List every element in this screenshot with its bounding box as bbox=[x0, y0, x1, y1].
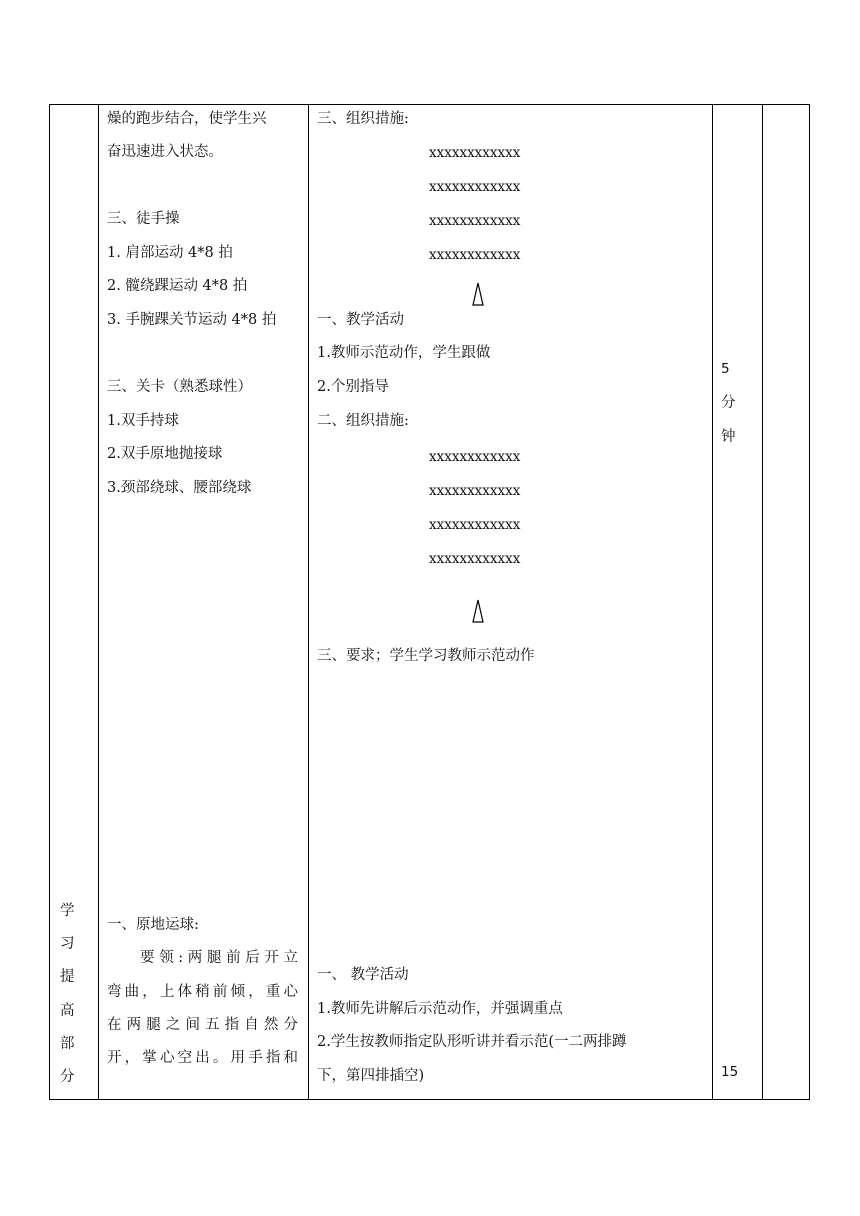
level-heading: 三、关卡（熟悉球性） bbox=[107, 379, 252, 395]
organization-column bbox=[309, 105, 712, 1099]
formation-row: xxxxxxxxxxxx bbox=[429, 145, 521, 161]
dribble-text: 在两腿之间五指自然分 bbox=[107, 1017, 298, 1033]
section-char: 学 bbox=[60, 903, 75, 919]
exercise-item: 1. 肩部运动 4*8 拍 bbox=[107, 245, 233, 261]
time-value: 15 bbox=[721, 1064, 739, 1080]
teaching-item: 1.教师示范动作，学生跟做 bbox=[317, 345, 491, 361]
exercise-item: 2. 髋绕踝运动 4*8 拍 bbox=[107, 278, 248, 294]
time-unit: 钟 bbox=[721, 429, 736, 445]
section-char: 习 bbox=[60, 936, 75, 952]
organization-heading: 二、组织措施: bbox=[317, 413, 409, 429]
exercise-item: 3. 手腕踝关节运动 4*8 拍 bbox=[107, 312, 277, 328]
formation-row: xxxxxxxxxxxx bbox=[429, 213, 521, 229]
lesson-plan-table bbox=[49, 104, 810, 1100]
teaching-item: 2.学生按教师指定队形听讲并看示范(一二两排蹲 bbox=[317, 1034, 627, 1050]
requirement-text: 三、要求；学生学习教师示范动作 bbox=[317, 648, 535, 664]
formation-row: xxxxxxxxxxxx bbox=[429, 551, 521, 567]
teaching-item: 1.教师先讲解后示范动作，并强调重点 bbox=[317, 1001, 563, 1017]
intro-text: 奋迅速进入状态。 bbox=[107, 144, 223, 160]
section-char: 分 bbox=[60, 1069, 75, 1085]
dribble-text: 弯曲，上体稍前倾，重心 bbox=[107, 984, 298, 1000]
exercise-heading: 三、徒手操 bbox=[107, 211, 180, 227]
time-unit: 分 bbox=[721, 395, 736, 411]
level-item: 2.双手原地抛接球 bbox=[107, 446, 223, 462]
teaching-heading: 一、教学活动 bbox=[317, 312, 404, 328]
teaching-item: 2.个别指导 bbox=[317, 379, 389, 395]
formation-row: xxxxxxxxxxxx bbox=[429, 517, 521, 533]
formation-row: xxxxxxxxxxxx bbox=[429, 449, 521, 465]
teaching-item: 下，第四排插空) bbox=[317, 1068, 425, 1084]
dribble-text: 开，掌心空出。用手指和 bbox=[107, 1050, 298, 1066]
teaching-heading: 一、 教学活动 bbox=[317, 967, 409, 983]
level-item: 1.双手持球 bbox=[107, 413, 179, 429]
time-column bbox=[713, 105, 762, 1099]
section-char: 部 bbox=[60, 1036, 75, 1052]
formation-row: xxxxxxxxxxxx bbox=[429, 483, 521, 499]
section-column bbox=[50, 105, 98, 1099]
intro-text: 燥的跑步结合，使学生兴 bbox=[107, 111, 267, 127]
dribble-heading: 一、原地运球: bbox=[107, 917, 199, 933]
time-value: 5 bbox=[721, 361, 730, 377]
section-char: 高 bbox=[60, 1003, 75, 1019]
teacher-position-icon bbox=[472, 282, 484, 306]
dribble-text: 要领:两腿前后开立 bbox=[140, 950, 298, 966]
formation-row: xxxxxxxxxxxx bbox=[429, 247, 521, 263]
formation-row: xxxxxxxxxxxx bbox=[429, 179, 521, 195]
section-char: 提 bbox=[60, 969, 75, 985]
level-item: 3.颈部绕球、腰部绕球 bbox=[107, 480, 252, 496]
organization-heading: 三、组织措施: bbox=[317, 111, 409, 127]
notes-column bbox=[763, 105, 809, 1099]
content-column bbox=[99, 105, 308, 1099]
teacher-position-icon bbox=[472, 599, 484, 623]
